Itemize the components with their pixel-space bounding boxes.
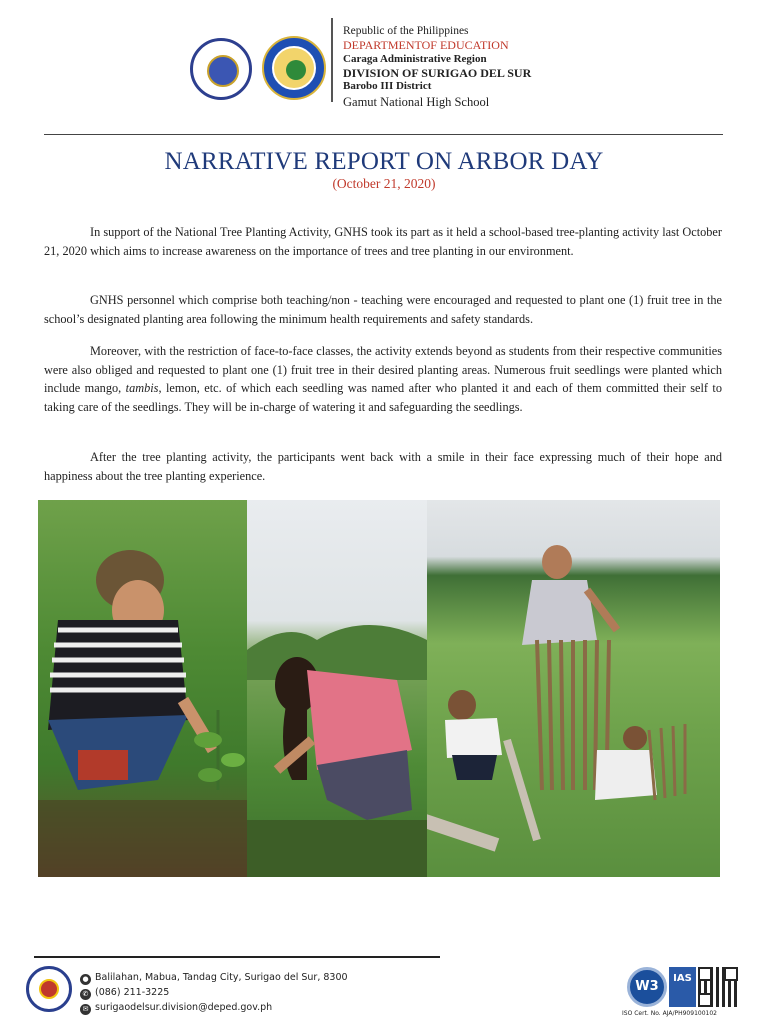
paragraph-2: GNHS personnel which comprise both teaching/non - teaching were encouraged and requested to plant one (1) fruit tree in the school’s designated planting area following the minimum health requirements and safety standards. bbox=[44, 293, 722, 326]
header-division: DIVISION OF SURIGAO DEL SUR bbox=[343, 66, 532, 80]
footer-address-text: Balilahan, Mabua, Tandag City, Surigao del Sur, 8300 bbox=[95, 972, 348, 983]
photo-teachers-illustration bbox=[427, 500, 720, 877]
photo-woman-planting bbox=[247, 500, 427, 877]
email-icon: ✉ bbox=[80, 1004, 91, 1015]
paragraph-3-part-b: , lemon, etc. of which each seedling was named after who planted it and each of them committed their self to taking care of the seedlings. They will be in-charge of watering it and safeguarding the seedlings. bbox=[44, 381, 722, 414]
paragraph-4: After the tree planting activity, the participants went back with a smile in their face expressing much of their hope and happiness about the tree planting experience. bbox=[44, 450, 722, 483]
header-rule bbox=[44, 134, 723, 135]
header-department: DEPARTMENTOF EDUCATION bbox=[343, 38, 509, 52]
iso-cert-number: ISO Cert. No. AJA/PH909100102 bbox=[622, 1010, 717, 1017]
photo-teachers-planting bbox=[427, 500, 720, 877]
photo-boy-illustration bbox=[38, 500, 247, 877]
header-divider bbox=[331, 18, 333, 102]
w3-certification-logo: W3 bbox=[627, 967, 667, 1007]
header-district: Barobo III District bbox=[343, 80, 432, 92]
photo-woman-illustration bbox=[247, 500, 427, 877]
footer-address bbox=[80, 972, 348, 985]
report-date: (October 21, 2020) bbox=[332, 176, 436, 191]
deped-seal-logo bbox=[190, 38, 252, 100]
footer-email bbox=[80, 1002, 272, 1015]
footer-phone-text: (086) 211-3225 bbox=[95, 987, 170, 998]
report-title: NARRATIVE REPORT ON ARBOR DAY bbox=[164, 148, 604, 175]
paragraph-3 bbox=[44, 342, 722, 416]
footer-phone bbox=[80, 987, 169, 1000]
footer-email-text[interactable]: surigaodelsur.division@deped.gov.ph bbox=[95, 1002, 273, 1013]
location-pin-icon: ● bbox=[80, 974, 91, 985]
header-republic: Republic of the Philippines bbox=[343, 25, 469, 37]
division-seal-logo bbox=[26, 966, 72, 1012]
header-school: Gamut National High School bbox=[343, 95, 490, 109]
header-region: Caraga Administrative Region bbox=[343, 53, 487, 65]
phone-icon: ✆ bbox=[80, 989, 91, 1000]
paragraph-3-part-a: Moreover, with the restriction of face-to-face classes, the activity extends beyond as students from their respective communities were also obliged and requested to plant one (1) fruit tree in their desired planting areas. Numerous fruit seedlings were planted which include mango, bbox=[44, 344, 722, 395]
ias-certification-logo: IAS bbox=[669, 967, 696, 1007]
photo-boy-planting bbox=[38, 500, 247, 877]
qr-code-icon bbox=[698, 967, 738, 1007]
paragraph-1: In support of the National Tree Planting Activity, GNHS took its part as it held a school-based tree-planting activity last October 21, 2020 which aims to increase awareness on the importance of trees and tree planting in our environment. bbox=[44, 225, 722, 258]
footer-rule bbox=[34, 956, 440, 958]
school-seal-logo bbox=[262, 36, 326, 100]
paragraph-3-emphasis: tambis bbox=[125, 381, 159, 395]
